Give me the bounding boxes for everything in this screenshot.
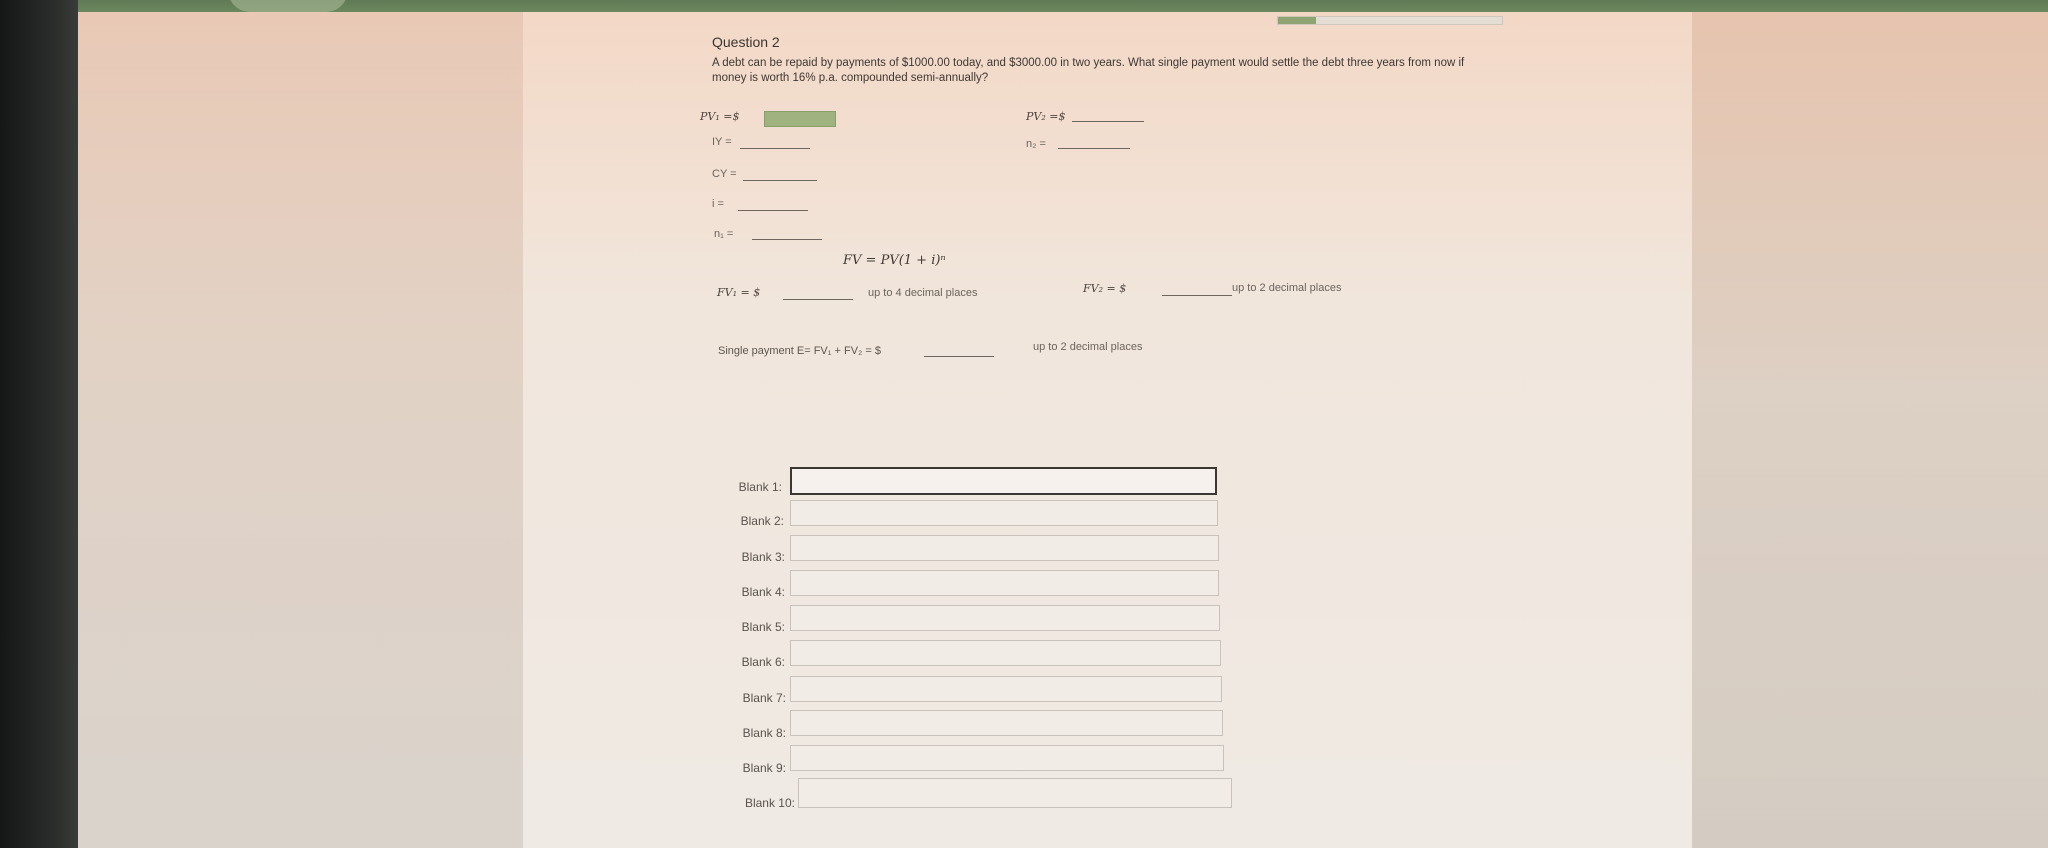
fv1-hint: up to 4 decimal places <box>868 287 978 299</box>
blank-7-label: Blank 7: <box>742 691 786 705</box>
blank-2-label: Blank 2: <box>740 514 784 528</box>
progress-bar <box>1277 16 1503 25</box>
formula: FV = PV(1 + i)ⁿ <box>843 253 946 268</box>
blank-1-input[interactable] <box>790 467 1217 495</box>
pv2-label: PV₂ =$ <box>1026 110 1066 123</box>
right-gutter <box>1692 12 2048 848</box>
single-payment-blank-line <box>924 356 994 357</box>
i-blank-line <box>738 210 808 211</box>
blank-10-input[interactable] <box>798 778 1232 808</box>
blank-8-input[interactable] <box>790 710 1223 736</box>
left-gutter <box>78 12 523 848</box>
pv1-label: PV₁ =$ <box>700 110 740 123</box>
blank-5-label: Blank 5: <box>741 620 785 634</box>
blank-6-label: Blank 6: <box>741 655 785 669</box>
blank-9-label: Blank 9: <box>742 761 786 775</box>
blank-7-input[interactable] <box>790 676 1222 702</box>
fv1-label: FV₁ = $ <box>717 286 761 299</box>
blank-8-label: Blank 8: <box>742 726 786 740</box>
i-label: i = <box>712 198 724 210</box>
n1-blank-line <box>752 239 822 240</box>
pv1-answer-highlight <box>764 111 836 127</box>
blank-9-input[interactable] <box>790 745 1224 771</box>
n2-blank-line <box>1058 148 1130 149</box>
blank-4-input[interactable] <box>790 570 1219 596</box>
cy-blank-line <box>743 180 817 181</box>
progress-bar-fill <box>1278 17 1316 24</box>
iy-blank-line <box>740 148 810 149</box>
iy-label: IY = <box>712 136 732 148</box>
fv1-blank-line <box>783 299 853 300</box>
single-payment-label: Single payment E= FV₁ + FV₂ = $ <box>718 345 881 357</box>
blank-1-label: Blank 1: <box>738 480 782 494</box>
fv2-blank-line <box>1162 295 1232 296</box>
blank-5-input[interactable] <box>790 605 1220 631</box>
blank-4-label: Blank 4: <box>741 585 785 599</box>
blank-2-input[interactable] <box>790 500 1218 526</box>
pv2-blank-line <box>1072 121 1144 122</box>
blank-3-input[interactable] <box>790 535 1219 561</box>
question-text: A debt can be repaid by payments of $1000.00 today, and $3000.00 in two years. What single payment would settle the debt three years from now if money is worth 16% p.a. compounded semi-annually? <box>712 57 1465 84</box>
n2-label: n₂ = <box>1026 138 1046 150</box>
blank-6-input[interactable] <box>790 640 1221 666</box>
cy-label: CY = <box>712 168 737 180</box>
fv2-label: FV₂ = $ <box>1083 282 1127 295</box>
browser-tab[interactable] <box>228 0 348 12</box>
n1-label: n₁ = <box>714 228 734 240</box>
question-title: Question 2 <box>712 34 780 50</box>
monitor-bezel <box>0 0 78 848</box>
single-payment-hint: up to 2 decimal places <box>1033 341 1143 353</box>
fv2-hint: up to 2 decimal places <box>1232 282 1342 294</box>
blank-10-label: Blank 10: <box>744 796 795 810</box>
blank-3-label: Blank 3: <box>741 550 785 564</box>
